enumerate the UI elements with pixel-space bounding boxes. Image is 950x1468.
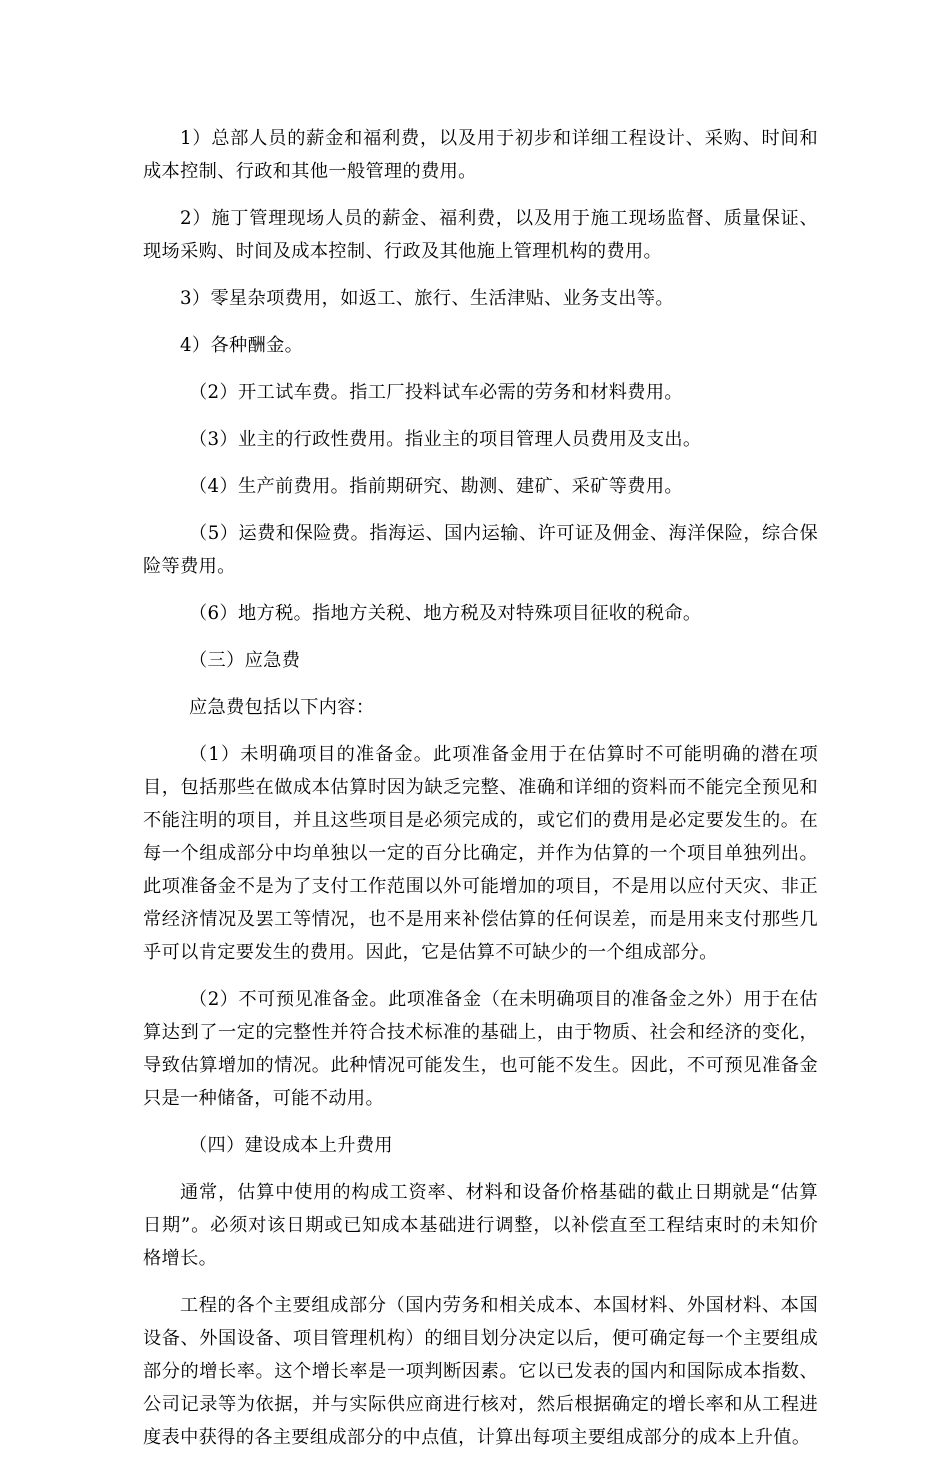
paragraph-contingency-intro: 应急费包括以下内容：	[189, 697, 375, 718]
paragraph-estimate-date: 通常，估算中使用的构成工资率、材料和设备价格基础的截止日期就是“估算日期”。必须对该日期或已知成本基础进行调整，以补偿直至工程结束时的未知价格增长。	[143, 1182, 818, 1269]
paragraph-undefined-items-reserve: （1）未明确项目的准备金。此项准备金用于在估算时不可能明确的潜在项目，包括那些在做成本估算时因为缺乏完整、准确和详细的资料而不能完全预见和不能注明的项目，并且这些项目是必须完成的，或它们的费用是必定要发生的。在每一个组成部分中均单独以一定的百分比确定，并作为估算的一个项目单独列出。此项准备金不是为了支付工作范围以外可能增加的项目，不是用以应付天灾、非正常经济情况及罢工等情况，也不是用来补偿估算的任何误差，而是用来支付那些几乎可以肯定要发生的费用。因此，它是估算不可缺少的一个组成部分。	[143, 744, 818, 963]
paragraph-growth-rate: 工程的各个主要组成部分（国内劳务和相关成本、本国材料、外国材料、本国设备、外国设备、项目管理机构）的细目划分决定以后，便可确定每一个主要组成部分的增长率。这个增长率是一项判断因素。它以已发表的国内和国际成本指数、公司记录等为依据，并与实际供应商进行核对，然后根据确定的增长率和从工程进度表中获得的各主要组成部分的中点值，计算出每项主要组成部分的成本上升值。	[143, 1295, 818, 1448]
paragraph-unforeseen-reserve: （2）不可预见准备金。此项准备金（在未明确项目的准备金之外）用于在估算达到了一定的完整性并符合技术标准的基础上，由于物质、社会和经济的变化，导致估算增加的情况。此种情况可能发生，也可能不发生。因此，不可预见准备金只是一种储备，可能不动用。	[143, 989, 818, 1109]
paragraph-headquarters-staff: 1）总部人员的薪金和福利费，以及用于初步和详细工程设计、采购、时间和成本控制、行政和其他一般管理的费用。	[143, 128, 818, 182]
document-page	[143, 122, 818, 1468]
paragraph-site-management-staff: 2）施丁管理现场人员的薪金、福利费，以及用于施工现场监督、质量保证、现场采购、时间及成本控制、行政及其他施上管理机构的费用。	[143, 208, 818, 262]
paragraph-local-taxes: （6）地方税。指地方关税、地方税及对特殊项目征收的税命。	[189, 603, 702, 624]
paragraph-owner-admin-cost: （3）业主的行政性费用。指业主的项目管理人员费用及支出。	[189, 429, 702, 450]
paragraph-miscellaneous-costs: 3）零星杂项费用，如返工、旅行、生活津贴、业务支出等。	[180, 288, 674, 309]
paragraph-fees: 4）各种酬金。	[180, 335, 304, 356]
section-heading-cost-escalation: （四）建设成本上升费用	[189, 1135, 393, 1156]
paragraph-commissioning-cost: （2）开工试车费。指工厂投料试车必需的劳务和材料费用。	[189, 382, 683, 403]
paragraph-freight-insurance: （5）运费和保险费。指海运、国内运输、许可证及佣金、海洋保险，综合保险等费用。	[143, 523, 818, 577]
section-heading-contingency: （三）应急费	[189, 650, 301, 671]
paragraph-pre-production-cost: （4）生产前费用。指前期研究、勘测、建矿、采矿等费用。	[189, 476, 683, 497]
